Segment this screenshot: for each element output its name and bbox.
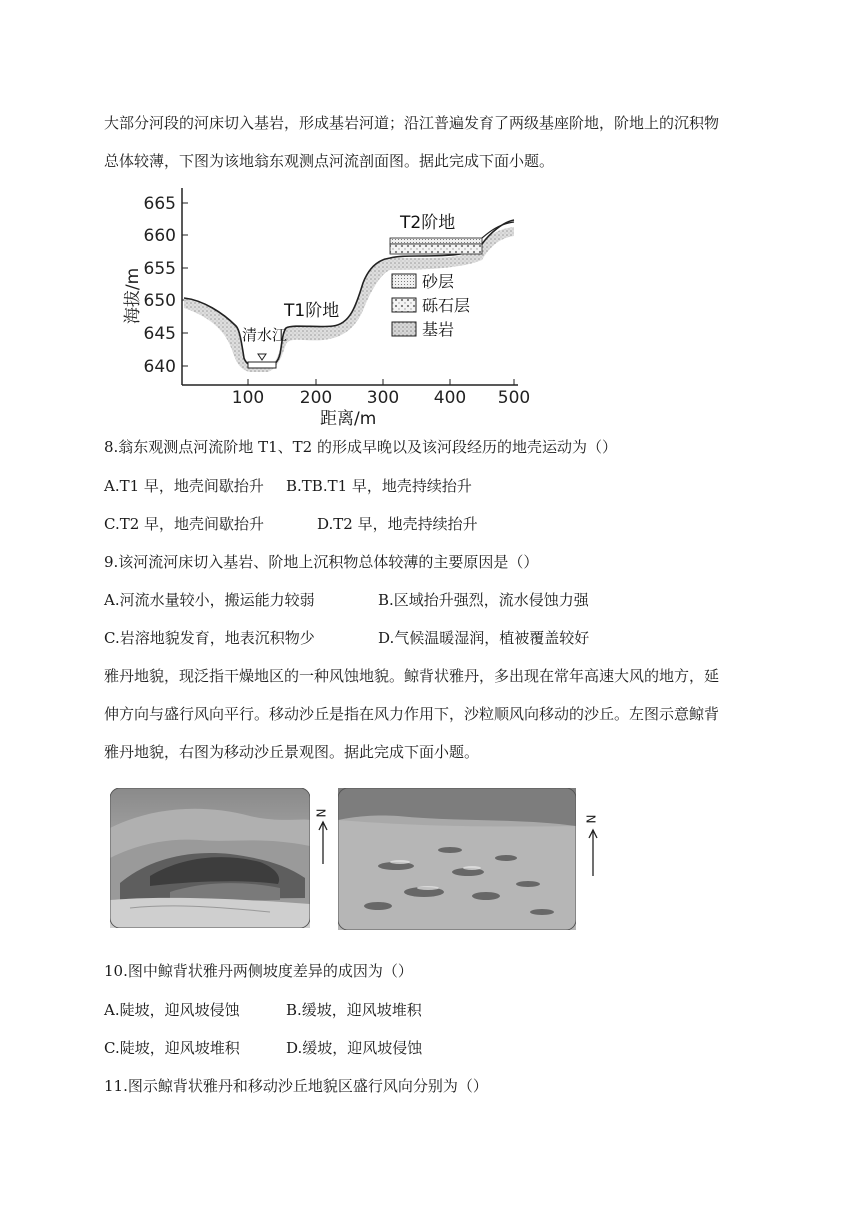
intro-line-2: 总体较薄，下图为该地翁东观测点河流剖面图。据此完成下面小题。 xyxy=(104,152,555,170)
x-tick-200: 200 xyxy=(299,388,333,408)
q10-option-d[interactable]: D.缓坡，迎风坡侵蚀 xyxy=(286,1039,423,1057)
y-axis-label: 海拔/m xyxy=(123,267,143,325)
q8-option-d[interactable]: D.T2 早，地壳持续抬升 xyxy=(317,515,478,533)
q8-option-c[interactable]: C.T2 早，地壳间歇抬升 xyxy=(104,515,265,533)
q9-stem: 9.该河流河床切入基岩、阶地上沉积物总体较薄的主要原因是（） xyxy=(104,553,539,571)
q8-option-a[interactable]: A.T1 早，地壳间歇抬升 xyxy=(104,477,264,495)
q9-option-c[interactable]: C.岩溶地貌发育，地表沉积物少 xyxy=(104,629,315,647)
q10-option-a[interactable]: A.陡坡，迎风坡侵蚀 xyxy=(104,1001,240,1019)
river-profile-figure xyxy=(118,178,538,408)
y-tick-660: 660 xyxy=(143,226,176,246)
north-label-left: N xyxy=(314,808,329,818)
q8-option-b[interactable]: B.TB.T1 早，地壳持续抬升 xyxy=(286,477,472,495)
yardang-photo xyxy=(110,788,310,928)
t2-gravel-layer xyxy=(390,244,482,254)
river-label: 清水江 xyxy=(242,326,288,344)
q9-option-b[interactable]: B.区域抬升强烈，流水侵蚀力强 xyxy=(378,591,589,609)
river-water xyxy=(248,362,276,368)
t2-label: T2阶地 xyxy=(400,213,456,233)
intro-line-1: 大部分河段的河床切入基岩，形成基岩河道；沿江普遍发育了两级基座阶地，阶地上的沉积物 xyxy=(104,114,720,132)
q11-stem: 11.图示鲸背状雅丹和移动沙丘地貌区盛行风向分别为（） xyxy=(104,1077,488,1095)
legend xyxy=(392,272,470,339)
legend-bedrock-label: 基岩 xyxy=(422,320,455,339)
y-tick-665: 665 xyxy=(143,194,176,214)
y-tick-655: 655 xyxy=(143,259,176,279)
q10-option-c[interactable]: C.陡坡，迎风坡堆积 xyxy=(104,1039,240,1057)
q10-option-b[interactable]: B.缓坡，迎风坡堆积 xyxy=(286,1001,422,1019)
q9-option-d[interactable]: D.气候温暖湿润，植被覆盖较好 xyxy=(378,629,590,647)
water-level-marker xyxy=(258,354,266,360)
legend-gravel-swatch xyxy=(392,298,416,312)
x-tick-100: 100 xyxy=(231,388,265,408)
x-axis-label: 距离/m xyxy=(320,409,377,429)
x-ticks xyxy=(232,379,530,408)
legend-gravel-label: 砾石层 xyxy=(422,296,471,315)
y-tick-645: 645 xyxy=(143,324,176,344)
moving-dunes-photo xyxy=(338,788,576,930)
passage2-line-3: 雅丹地貌，右图为移动沙丘景观图。据此完成下面小题。 xyxy=(104,743,480,761)
q10-stem: 10.图中鲸背状雅丹两侧坡度差异的成因为（） xyxy=(104,962,413,980)
legend-sand-label: 砂层 xyxy=(422,272,455,291)
legend-sand-swatch xyxy=(392,274,416,288)
t1-label: T1阶地 xyxy=(284,301,340,321)
north-label-right: N xyxy=(584,814,599,824)
q9-option-a[interactable]: A.河流水量较小，搬运能力较弱 xyxy=(104,591,315,609)
x-tick-500: 500 xyxy=(497,388,531,408)
x-tick-400: 400 xyxy=(433,388,467,408)
passage2-line-2: 伸方向与盛行风向平行。移动沙丘是指在风力作用下，沙粒顺风向移动的沙丘。左图示意鲸背 xyxy=(104,705,720,723)
passage2-line-1: 雅丹地貌，现泛指干燥地区的一种风蚀地貌。鲸背状雅丹，多出现在常年高速大风的地方，延 xyxy=(104,667,720,685)
y-tick-650: 650 xyxy=(143,291,176,311)
t2-sand-layer xyxy=(390,238,482,244)
q8-stem: 8.翁东观测点河流阶地 T1、T2 的形成早晚以及该河段经历的地壳运动为（） xyxy=(104,438,617,456)
x-tick-300: 300 xyxy=(366,388,400,408)
y-tick-640: 640 xyxy=(143,357,176,377)
legend-bedrock-swatch xyxy=(392,322,416,336)
